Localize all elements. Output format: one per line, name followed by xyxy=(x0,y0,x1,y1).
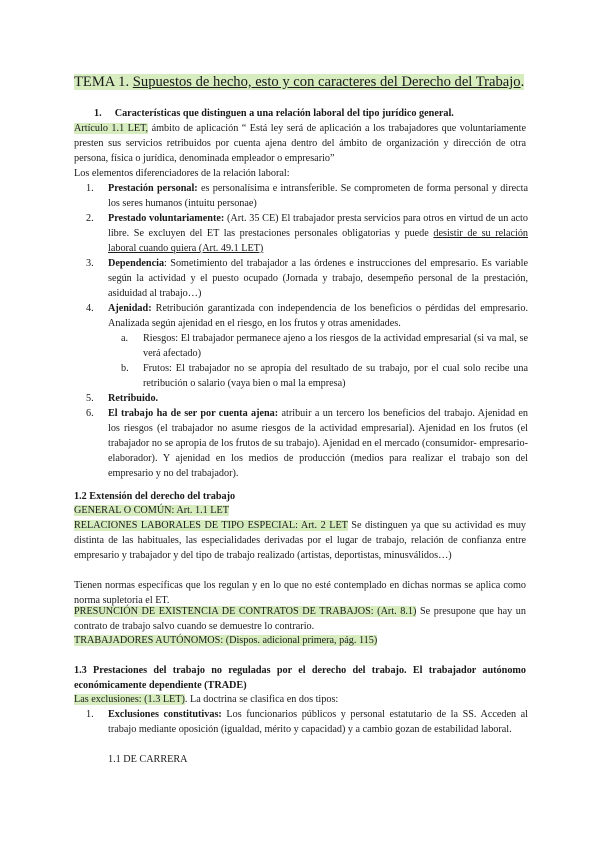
sub-item-letter: b. xyxy=(121,363,129,374)
sub-heading-carrera: 1.1 DE CARRERA xyxy=(108,754,188,765)
list-item-bold: Prestación personal: xyxy=(108,183,198,194)
presuncion-lead: PRESUNCIÓN DE EXISTENCIA DE CONTRATOS DE TRABAJOS: (Art. 8.1) xyxy=(74,606,417,617)
sub-item-b xyxy=(121,361,528,391)
title-suffix: . xyxy=(520,74,525,90)
list-item-6 xyxy=(86,406,528,481)
title-prefix: TEMA 1. xyxy=(74,74,133,90)
list-item-text: atribuir a un tercero los beneficios del trabajo. Ajenidad en los riesgos (el trabajador no asume riesgos de la actividad empresarial). Ajenidad en los frutos (el trabajador no se apropia de los frutos de su trabajo). Ajenidad en el mercado (consumidor- empresario- elaborador). Y ajenidad en los medios de producción (medios para realizar el trabajo son del empresario y no del trabajador). xyxy=(108,408,528,479)
list-item-bold: Ajenidad: xyxy=(108,303,152,314)
sub-item-text: Riesgos: El trabajador permanece ajeno a los riesgos de la actividad empresarial (si va mal, se verá afectado) xyxy=(143,333,528,359)
list-item-text: es personalísima e intransferible. Se comprometen de forma personal y directa los seres humanos (intuitu personae) xyxy=(108,183,528,209)
title-text: Supuestos de hecho, esto y con caracteres del Derecho del Trabajo xyxy=(132,74,521,90)
autonomos-line xyxy=(74,633,526,648)
list-number: 1. xyxy=(86,183,94,194)
list-item-bold: Exclusiones constitutivas: xyxy=(108,709,222,720)
list-item-text: Retribución garantizada con independencia de los beneficios o pérdidas del empresario. Analizada según ajenidad en el riesgo, en los frutos y otras amenidades. xyxy=(108,303,528,329)
exclusion-item-1 xyxy=(86,707,529,737)
list-item-bold: Retribuido. xyxy=(108,393,159,404)
list-item-text: Los funcionarios públicos y personal estatutario de la SS. Acceden al trabajo mediante oposición (igualdad, mérito y capacidad) y a cambio gozan de estabilidad laboral. xyxy=(108,709,529,735)
list-number: 4. xyxy=(86,303,94,314)
list-item-3 xyxy=(86,256,528,301)
sub-item-text: Frutos: El trabajador no se apropia del resultado de su trabajo, por el cual solo recibe una retribución o salario (vaya bien o mal la empresa) xyxy=(143,363,528,389)
list-number: 6. xyxy=(86,408,94,419)
list-item-5 xyxy=(86,391,528,406)
exclusiones-line xyxy=(74,692,526,707)
section-1-heading xyxy=(94,106,524,121)
list-number: 1. xyxy=(86,709,94,720)
exclusiones-lead: Las exclusiones: (1.3 LET) xyxy=(74,694,185,705)
elements-intro: Los elementos diferenciadores de la relación laboral: xyxy=(74,168,290,179)
article-lead: Artículo 1.1 LET, xyxy=(74,123,149,134)
especial-lead: RELACIONES LABORALES DE TIPO ESPECIAL: Art. 2 LET xyxy=(74,520,348,531)
list-item-underline: desistir de su relación laboral cuando quiera (Art. 49.1 LET) xyxy=(108,228,529,254)
section-1-title: Características que distinguen a una relación laboral del tipo jurídico general. xyxy=(114,108,454,119)
page-title xyxy=(74,72,534,92)
especial-paragraph xyxy=(74,518,526,563)
sub-item-letter: a. xyxy=(121,333,129,344)
exclusiones-text: . La doctrina se clasifica en dos tipos: xyxy=(184,694,339,705)
general-line xyxy=(74,503,526,518)
list-number: 5. xyxy=(86,393,94,404)
especial-text: Se distinguen ya que su actividad es muy distinta de las habituales, las especialidades derivadas por el lugar de trabajo, relación de confianza entre empresario y trabajador y del tipo de trabajo realizado (artistas, deportistas, minusválidos…) xyxy=(74,520,527,561)
list-item-text: (Art. 35 CE) El trabajador presta servicios para otros en virtud de un acto libre. Se excluyen del ET las prestaciones personales obligatorias y puede xyxy=(108,213,528,239)
presuncion-paragraph xyxy=(74,604,526,634)
section-1-3-title: 1.3 Prestaciones del trabajo no reguladas por el derecho del trabajo. El trabajador autónomo económicamente dependiente (TRADE) xyxy=(74,665,526,691)
list-item-bold: Dependencia xyxy=(108,258,165,269)
article-text: ámbito de aplicación “ Está ley será de aplicación a los trabajadores que voluntariamente presten sus servicios retribuidos por cuenta ajena dentro del ámbito de organización y dirección de otra persona, física o jurídica, denominada empleador o empresario” xyxy=(74,123,526,164)
list-item-4 xyxy=(86,301,528,331)
section-1-2-heading xyxy=(74,489,526,504)
autonomos-text: TRABAJADORES AUTÓNOMOS: (Dispos. adicional primera, pág. 115) xyxy=(74,635,378,646)
presuncion-text: Se presupone que hay un contrato de trabajo salvo cuando se demuestre lo contrario. xyxy=(74,606,526,632)
sub-item-a xyxy=(121,331,528,361)
list-item-bold: Prestado voluntariamente: xyxy=(108,213,225,224)
normas-paragraph: Tienen normas específicas que los regulan y en lo que no esté contemplado en dichas normas se aplica como norma supletoria el ET. xyxy=(74,580,526,606)
general-text: GENERAL O COMÚN: Art. 1.1 LET xyxy=(74,505,229,516)
list-number: 3. xyxy=(86,258,94,269)
list-item-text: : Sometimiento del trabajador a las órdenes e instrucciones del empresario. Es variable según la actividad y el puesto ocupado (Jornada y trabajo, desempeño personal de la prestación, asiduidad al trabajo…) xyxy=(108,258,528,299)
list-item-1 xyxy=(86,181,528,211)
article-paragraph xyxy=(74,121,526,166)
section-1-2-title: 1.2 Extensión del derecho del trabajo xyxy=(74,491,236,502)
list-number: 2. xyxy=(86,213,94,224)
list-item-bold: El trabajo ha de ser por cuenta ajena: xyxy=(108,408,279,419)
section-1-3-heading xyxy=(74,663,526,693)
section-1-number: 1. xyxy=(94,108,102,119)
list-item-2 xyxy=(86,211,529,256)
